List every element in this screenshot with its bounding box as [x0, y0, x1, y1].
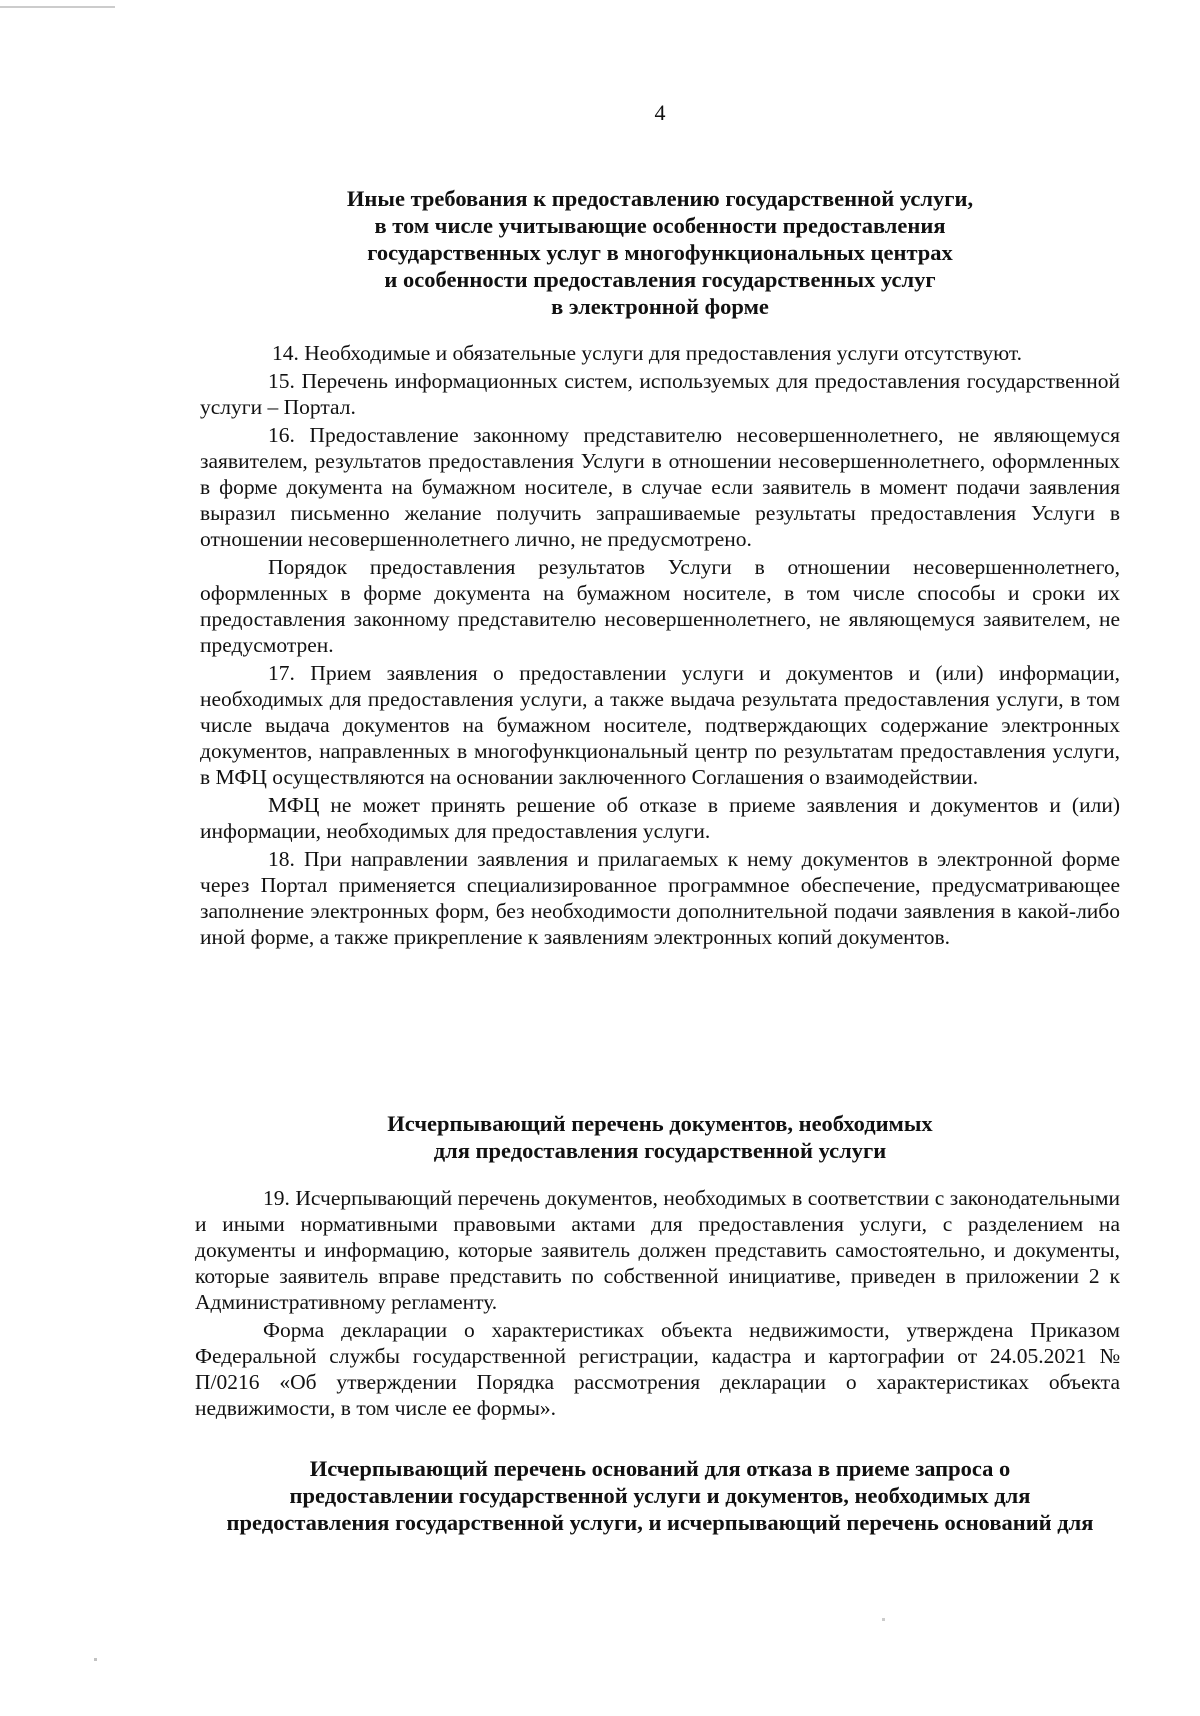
section-body-other-requirements — [200, 340, 1120, 952]
paragraph-19-declaration-form: Форма декларации о характеристиках объекта недвижимости, утверждена Приказом Федеральной службы государственной регистрации, кадастра и картографии от 24.05.2021 № П/0216 «Об утверждении Порядка рассмотрения декларации о характеристиках объекта недвижимости, в том числе ее формы». — [195, 1318, 1120, 1420]
paragraph-16: 16. Предоставление законному представителю несовершеннолетнего, не являющемуся заявителем, результатов предоставления Услуги в отношении несовершеннолетнего, оформленных в форме документа на бумажном носителе, в случае если заявитель в момент подачи заявления выразил письменно желание получить запрашиваемые результаты предоставления Услуги в отношении несовершеннолетнего лично, не предусмотрено. — [200, 423, 1120, 551]
paragraph-17: 17. Прием заявления о предоставлении услуги и документов и (или) информации, необходимых для предоставления услуги, а также выдача результата предоставления услуги, в том числе выдача документов на бумажном носителе, подтверждающих содержание электронных документов, направленных в многофункциональный центр по результатам предоставления услуги, в МФЦ осуществляются на основании заключенного Соглашения о взаимодействии. — [200, 661, 1120, 789]
heading-line: в электронной форме — [551, 294, 769, 319]
section-heading-refusal-grounds — [190, 1455, 1130, 1536]
page-number: 4 — [654, 100, 666, 125]
scan-artifact-bottom-right — [882, 1618, 885, 1621]
paragraph-15: 15. Перечень информационных систем, используемых для предоставления государственной услуги – Портал. — [200, 369, 1120, 419]
heading-line: Иные требования к предоставлению государственной услуги, — [346, 186, 974, 211]
paragraph-16-procedure: Порядок предоставления результатов Услуги в отношении несовершеннолетнего, оформленных в форме документа на бумажном носителе, в том числе способы и сроки их предоставления законному представителю несовершеннолетнего, не являющемуся заявителем, не предусмотрен. — [200, 555, 1120, 657]
heading-line: в том числе учитывающие особенности предоставления — [374, 213, 946, 238]
paragraph-19: 19. Исчерпывающий перечень документов, необходимых в соответствии с законодательными и иными нормативными правовыми актами для предоставления услуги, с разделением на документы и информацию, которые заявитель должен представить самостоятельно, и документы, которые заявитель вправе представить по собственной инициативе, приведен в приложении 2 к Административному регламенту. — [195, 1186, 1120, 1314]
section-body-document-list — [195, 1185, 1120, 1423]
heading-line: и особенности предоставления государственных услуг — [384, 267, 936, 292]
heading-line: Исчерпывающий перечень оснований для отказа в приеме запроса о — [309, 1456, 1011, 1481]
scan-artifact-top-left — [0, 6, 115, 8]
heading-line: для предоставления государственной услуги — [433, 1138, 887, 1163]
heading-line: государственных услуг в многофункциональных центрах — [367, 240, 953, 265]
heading-line: Исчерпывающий перечень документов, необходимых — [387, 1111, 933, 1136]
paragraph-17-mfc: МФЦ не может принять решение об отказе в приеме заявления и документов и (или) информации, необходимых для предоставления услуги. — [200, 793, 1120, 843]
section-heading-other-requirements — [195, 185, 1125, 320]
scan-artifact-bottom-left — [94, 1658, 97, 1661]
heading-line: предоставлении государственной услуги и документов, необходимых для — [289, 1483, 1031, 1508]
heading-line: предоставления государственной услуги, и исчерпывающий перечень оснований для — [226, 1510, 1094, 1535]
paragraph-14: 14. Необходимые и обязательные услуги для предоставления услуги отсутствуют. — [272, 341, 1023, 365]
section-heading-document-list — [195, 1110, 1125, 1164]
paragraph-18: 18. При направлении заявления и прилагаемых к нему документов в электронной форме через Портал применяется специализированное программное обеспечение, предусматривающее заполнение электронных форм, без необходимости дополнительной подачи заявления в какой-либо иной форме, а также прикрепление к заявлениям электронных копий документов. — [200, 847, 1120, 949]
